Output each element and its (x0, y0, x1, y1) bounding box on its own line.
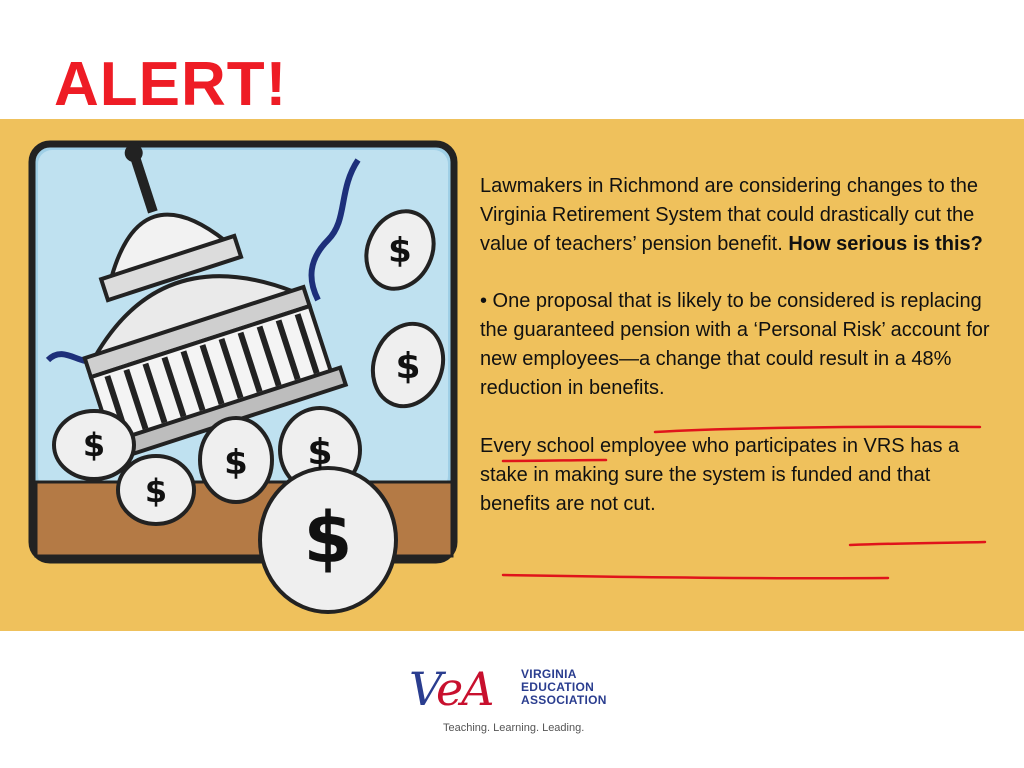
paragraph-lawmakers (480, 172, 1000, 259)
svg-text:$: $ (82, 426, 106, 464)
how-serious-question: How serious is this? (788, 233, 983, 255)
capitol-dome-money-bags-icon (28, 130, 468, 620)
svg-text:$: $ (144, 472, 168, 510)
vea-tagline: Teaching. Learning. Leading. (443, 722, 585, 734)
svg-text:$: $ (395, 346, 421, 387)
paragraph-every-employee: Every school employee who participates in VRS has a stake in making sure the system is funded and that benefits are not cut. (480, 435, 960, 515)
vea-logo-mark: VeA (409, 662, 493, 716)
body-text (480, 172, 1000, 519)
vea-logo-name: VIRGINIA EDUCATION ASSOCIATION (521, 667, 607, 707)
svg-text:$: $ (224, 443, 248, 483)
svg-text:$: $ (307, 432, 333, 473)
alert-title: ALERT! (54, 50, 288, 119)
vea-logo (403, 658, 623, 746)
svg-text:$: $ (388, 231, 412, 271)
svg-text:$: $ (303, 497, 353, 579)
paragraph-lawmakers-text: Lawmakers in Richmond are considering changes to the Virginia Retirement System that could drastically cut the value of teachers’ pension benefit. (480, 175, 979, 255)
paragraph-proposal: • One proposal that is likely to be considered is replacing the guaranteed pension with a ‘Personal Risk’ account for new employees—a change that could result in a 48% reduction in benefits. (480, 290, 990, 399)
